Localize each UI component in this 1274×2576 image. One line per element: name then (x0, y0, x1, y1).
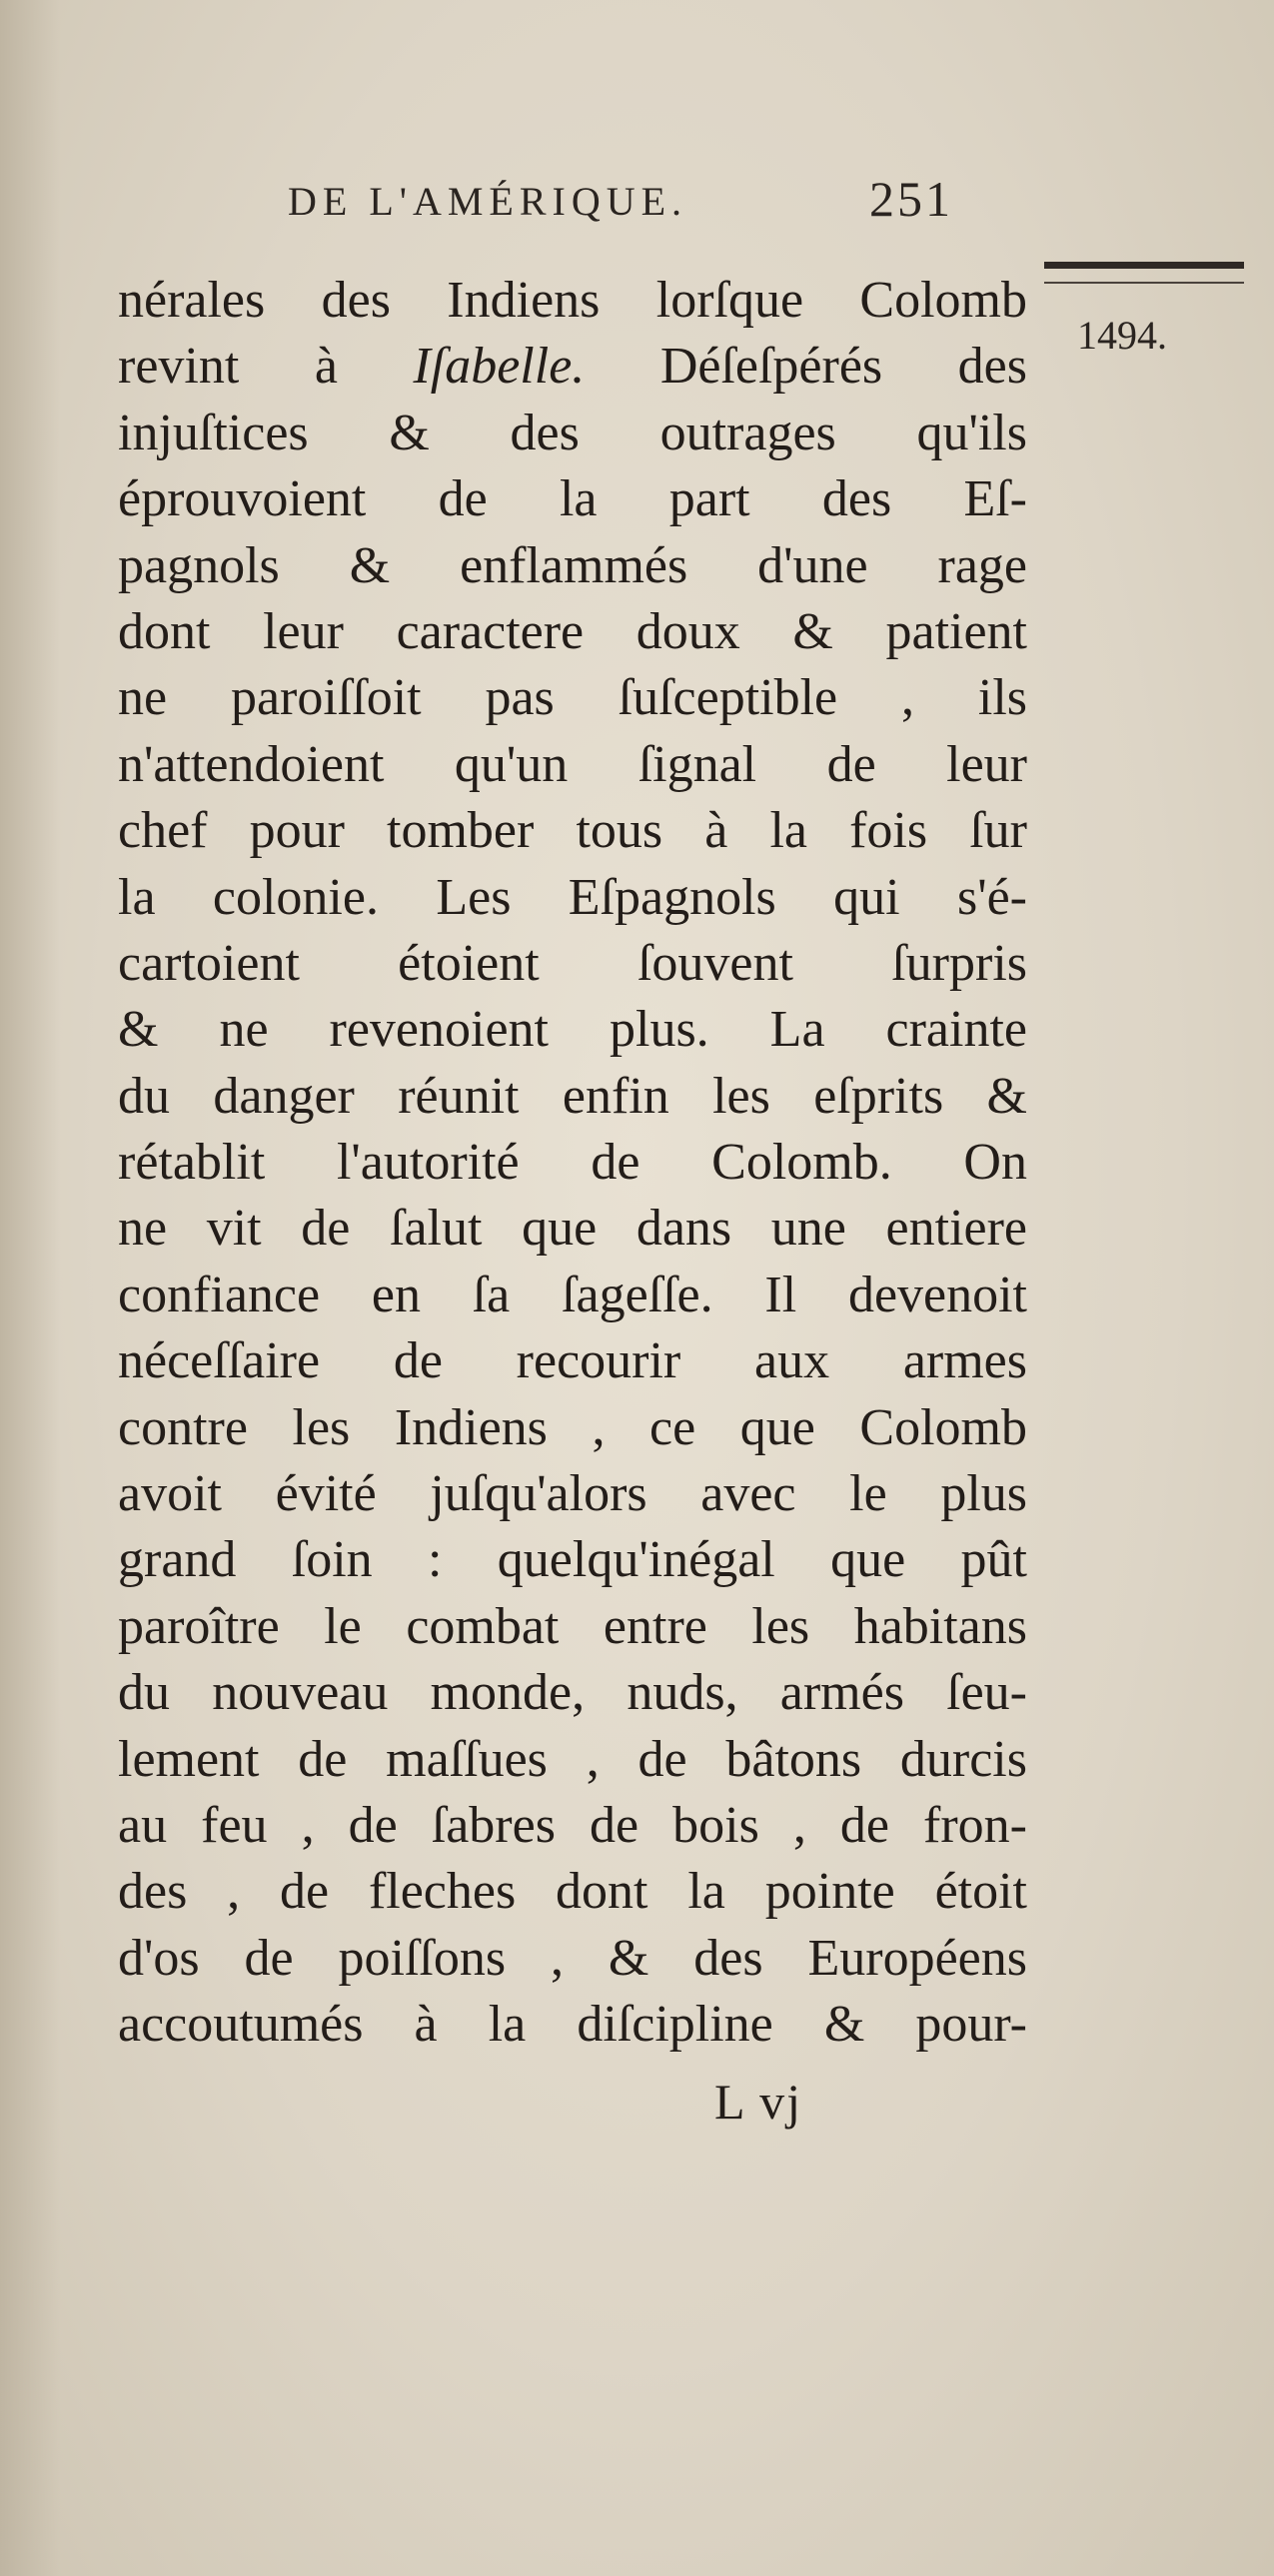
text-line: grand ſoin : quelqu'inégal que pût (118, 1531, 1027, 1589)
running-head: DE L'AMÉRIQUE. (288, 179, 688, 224)
text-line: du nouveau monde, nuds, armés ſeu- (118, 1664, 1027, 1722)
text-line: des , de fleches dont la pointe étoit (118, 1863, 1027, 1921)
text-line: la colonie. Les Eſpagnols qui s'é- (118, 868, 1027, 926)
text-line: accoutumés à la diſcipline & pour- (118, 1996, 1027, 2054)
margin-rule-thin (1044, 282, 1244, 284)
text-line: rétablit l'autorité de Colomb. On (118, 1134, 1027, 1192)
place-name-isabelle: Iſabelle. (413, 338, 586, 396)
text-line: du danger réunit enfin les eſprits & (118, 1067, 1027, 1125)
text-line: éprouvoient de la part des Eſ- (118, 470, 1027, 528)
text-line (118, 334, 1027, 400)
signature-mark: L vj (714, 2074, 803, 2130)
text-line: dont leur caractere doux & patient (118, 602, 1027, 660)
text-line: ne paroiſſoit pas ſuſceptible , ils (118, 669, 1027, 727)
margin-year-note: 1494. (1077, 313, 1167, 358)
text-line: lement de maſſues , de bâtons durcis (118, 1730, 1027, 1788)
text-line: ne vit de ſalut que dans une entiere (118, 1200, 1027, 1258)
text-line-start: revint à (118, 338, 414, 396)
text-line: cartoient étoient ſouvent ſurpris (118, 934, 1027, 992)
text-line: pagnols & enflammés d'une rage (118, 536, 1027, 594)
text-line: contre les Indiens , ce que Colomb (118, 1398, 1027, 1456)
body-text (118, 268, 1027, 2059)
gutter-shadow (0, 0, 60, 2576)
text-line: d'os de poiſſons , & des Européens (118, 1929, 1027, 1987)
text-line-rest: Déſeſpérés des (585, 338, 1027, 396)
text-line: avoit évité juſqu'alors avec le plus (118, 1465, 1027, 1523)
text-line: n'attendoient qu'un ſignal de leur (118, 735, 1027, 793)
text-line: & ne revenoient plus. La crainte (118, 1001, 1027, 1059)
text-line: au feu , de ſabres de bois , de fron- (118, 1796, 1027, 1854)
text-line: confiance en ſa ſageſſe. Il devenoit (118, 1266, 1027, 1323)
text-line: chef pour tomber tous à la fois ſur (118, 802, 1027, 860)
margin-rule (1044, 262, 1244, 269)
text-line: injuſtices & des outrages qu'ils (118, 404, 1027, 461)
text-line: néceſſaire de recourir aux armes (118, 1332, 1027, 1390)
text-line: nérales des Indiens lorſque Colomb (118, 272, 1027, 329)
page-number: 251 (869, 171, 953, 227)
text-line: paroître le combat entre les habitans (118, 1597, 1027, 1655)
